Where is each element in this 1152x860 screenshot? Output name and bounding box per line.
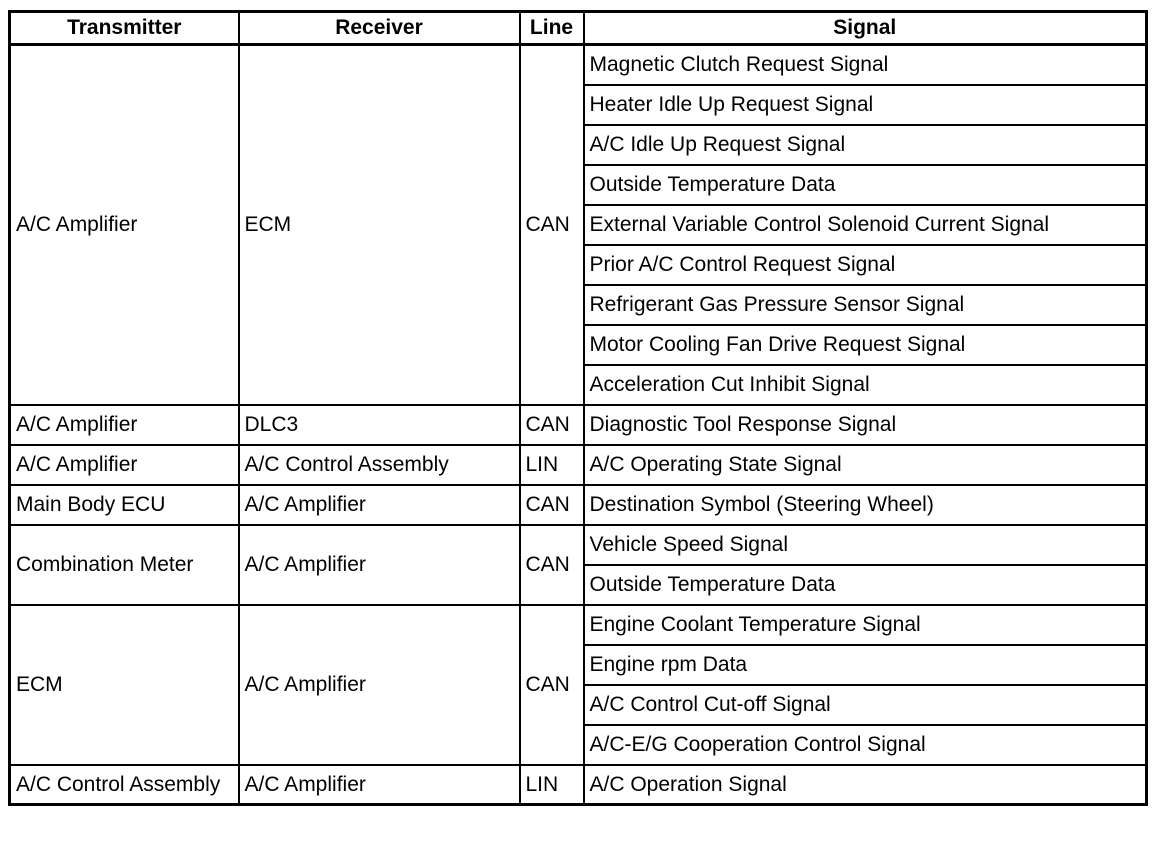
column-header-receiver: Receiver: [239, 12, 520, 45]
receiver-cell: A/C Amplifier: [239, 525, 520, 605]
transmitter-cell: A/C Amplifier: [10, 445, 239, 485]
column-header-line: Line: [520, 12, 584, 45]
receiver-cell: ECM: [239, 45, 520, 405]
signal-cell: Acceleration Cut Inhibit Signal: [584, 365, 1147, 405]
table-row: [10, 45, 1147, 85]
signal-cell: Diagnostic Tool Response Signal: [584, 405, 1147, 445]
signal-cell: Prior A/C Control Request Signal: [584, 245, 1147, 285]
line-cell: CAN: [520, 605, 584, 765]
receiver-cell: A/C Control Assembly: [239, 445, 520, 485]
table-body: [10, 45, 1147, 805]
receiver-cell: A/C Amplifier: [239, 485, 520, 525]
signal-cell: Refrigerant Gas Pressure Sensor Signal: [584, 285, 1147, 325]
signal-cell: Outside Temperature Data: [584, 565, 1147, 605]
table-row: [10, 525, 1147, 565]
signal-cell: External Variable Control Solenoid Current Signal: [584, 205, 1147, 245]
table-row: [10, 445, 1147, 485]
transmitter-cell: A/C Amplifier: [10, 405, 239, 445]
signal-communication-table: [8, 10, 1148, 806]
table-row: [10, 485, 1147, 525]
signal-cell: Motor Cooling Fan Drive Request Signal: [584, 325, 1147, 365]
line-cell: CAN: [520, 45, 584, 405]
line-cell: CAN: [520, 405, 584, 445]
column-header-signal: Signal: [584, 12, 1147, 45]
signal-cell: Vehicle Speed Signal: [584, 525, 1147, 565]
table-row: [10, 405, 1147, 445]
transmitter-cell: Combination Meter: [10, 525, 239, 605]
transmitter-cell: Main Body ECU: [10, 485, 239, 525]
signal-cell: A/C Operating State Signal: [584, 445, 1147, 485]
transmitter-cell: ECM: [10, 605, 239, 765]
signal-cell: A/C Idle Up Request Signal: [584, 125, 1147, 165]
line-cell: CAN: [520, 525, 584, 605]
signal-cell: Destination Symbol (Steering Wheel): [584, 485, 1147, 525]
receiver-cell: A/C Amplifier: [239, 605, 520, 765]
header-row: [10, 12, 1147, 45]
receiver-cell: A/C Amplifier: [239, 765, 520, 805]
transmitter-cell: A/C Control Assembly: [10, 765, 239, 805]
line-cell: LIN: [520, 445, 584, 485]
line-cell: LIN: [520, 765, 584, 805]
table-row: [10, 765, 1147, 805]
signal-cell: A/C-E/G Cooperation Control Signal: [584, 725, 1147, 765]
signal-cell: Engine Coolant Temperature Signal: [584, 605, 1147, 645]
table-row: [10, 605, 1147, 645]
receiver-cell: DLC3: [239, 405, 520, 445]
line-cell: CAN: [520, 485, 584, 525]
signal-cell: A/C Control Cut-off Signal: [584, 685, 1147, 725]
signal-cell: Outside Temperature Data: [584, 165, 1147, 205]
column-header-transmitter: Transmitter: [10, 12, 239, 45]
signal-cell: Heater Idle Up Request Signal: [584, 85, 1147, 125]
signal-cell: Engine rpm Data: [584, 645, 1147, 685]
transmitter-cell: A/C Amplifier: [10, 45, 239, 405]
signal-cell: A/C Operation Signal: [584, 765, 1147, 805]
signal-cell: Magnetic Clutch Request Signal: [584, 45, 1147, 85]
